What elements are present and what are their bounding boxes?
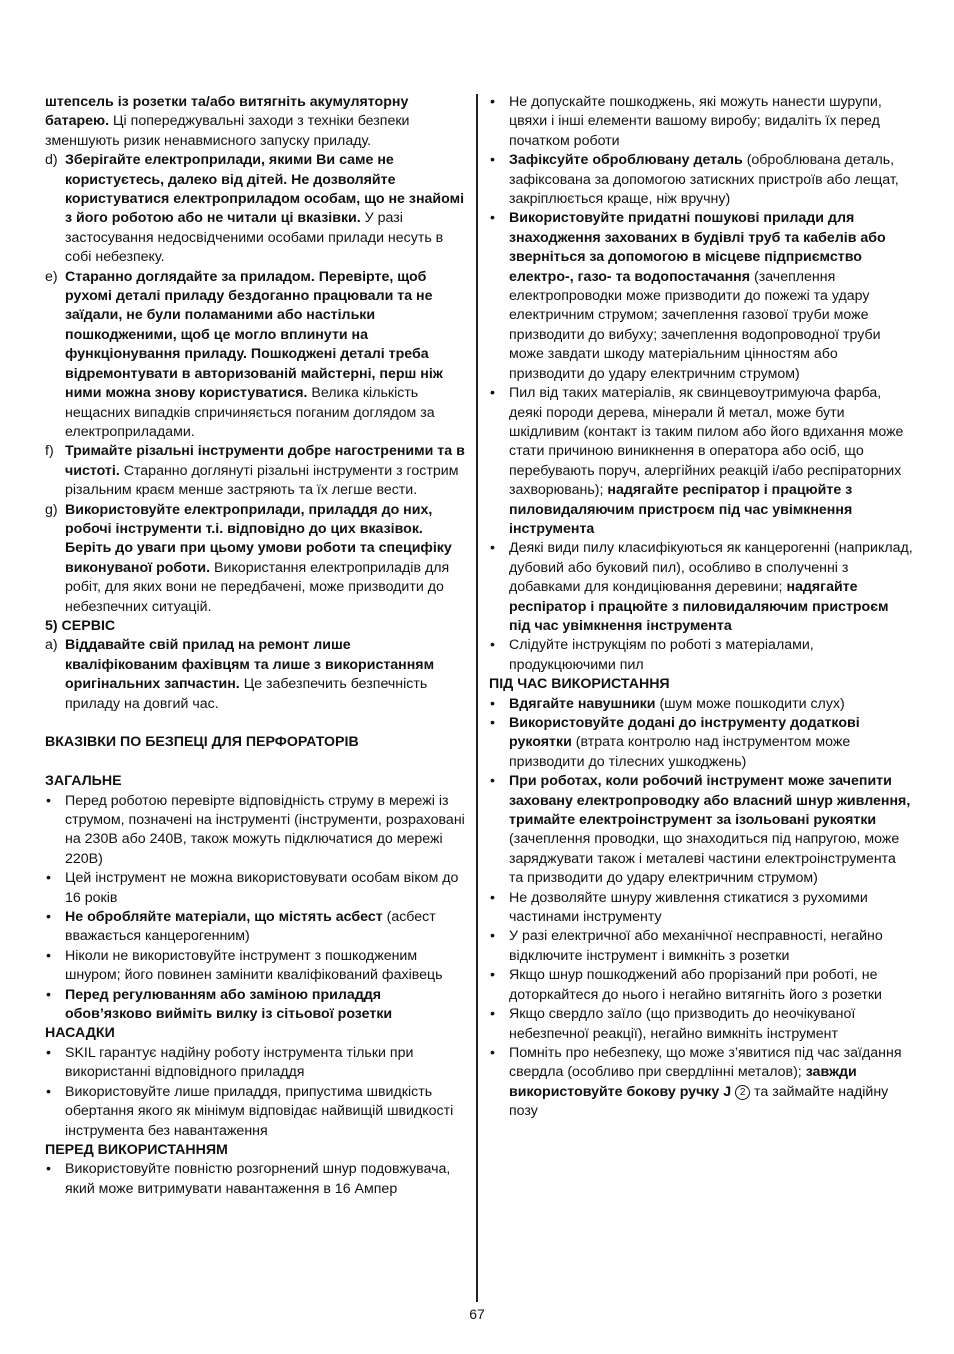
right-bullet-4 bbox=[489, 384, 913, 539]
bullet-text: Помніть про небезпеку, що може з’явитися під час заїдання свердла (особливо при свердлінні металов); bbox=[509, 1044, 902, 1081]
item-bold-text: Віддавайте свій прилад на ремонт лише кваліфікованим фахівцям та лише з використанням оригінальних запчастин. bbox=[65, 637, 435, 693]
spacer bbox=[45, 753, 465, 772]
list-marker: a) bbox=[45, 637, 58, 654]
during-bullet-3 bbox=[489, 772, 913, 888]
bullet-icon: • bbox=[46, 986, 51, 1003]
list-marker: f) bbox=[45, 443, 54, 460]
bullet-text: Не дозволяйте шнуру живлення стикатися з рухомими частинами інструменту bbox=[509, 889, 868, 926]
bullet-text: Не допускайте пошкоджень, які можуть нанести шурупи, цвяхи і інші елементи вашому виробу; видаліть їх перед початком роботи bbox=[509, 94, 882, 149]
bullet-icon: • bbox=[490, 715, 495, 731]
list-marker: e) bbox=[45, 268, 58, 285]
bullet-bold-text: При роботах, коли робочий інструмент може зачепити заховану електропроводку або власний шнур живлення, тримайте електроінструмент за ізольовані рукоятки bbox=[509, 773, 911, 829]
right-bullet-3 bbox=[489, 209, 913, 384]
list-item-g bbox=[45, 501, 465, 617]
bullet-icon: • bbox=[490, 385, 495, 402]
right-bullet-6 bbox=[489, 636, 913, 675]
right-bullet-5 bbox=[489, 539, 913, 636]
item-text: Це забезпечить безпечність приладу на довгий час. bbox=[65, 676, 428, 712]
bullet-text: Ніколи не використовуйте інструмент з пошкодженим шнуром; його повинен замінити кваліфікований фахівець bbox=[65, 947, 443, 984]
intro-paragraph bbox=[45, 93, 465, 151]
bullet-bold-text: Перед регулюванням або заміною приладдя обов’язково вийміть вилку із сітьової розетки bbox=[65, 986, 393, 1023]
during-bullet-1 bbox=[489, 695, 913, 714]
bullet-icon: • bbox=[46, 1044, 51, 1061]
bullet-text: Деякі види пилу класифікуються як канцерогенні (наприклад, дубовий або буковий пил), особливо в сполученні з добавками для кондиціювання деревини; bbox=[509, 540, 913, 596]
page-number: 67 bbox=[469, 1306, 485, 1322]
left-column bbox=[45, 93, 465, 1199]
service-heading: 5) СЕРВІС bbox=[45, 617, 116, 634]
bullet-icon: • bbox=[490, 540, 495, 557]
during-bullet-8 bbox=[489, 1044, 913, 1122]
list-marker: g) bbox=[45, 501, 58, 518]
general-bullet-5 bbox=[45, 986, 465, 1025]
general-bullet-2 bbox=[45, 869, 465, 908]
figure-ref-circle-icon: 2 bbox=[735, 1085, 750, 1100]
intro-text: Ці попереджувальні заходи з техніки безпеки зменшують ризик ненавмисного запуску приладу. bbox=[45, 113, 410, 149]
bullet-bold-text: Використовуйте додані до інструменту додаткові рукоятки bbox=[509, 715, 860, 751]
list-item-a bbox=[45, 636, 465, 714]
right-bullet-1 bbox=[489, 93, 913, 151]
bullet-icon: • bbox=[490, 928, 495, 945]
before-use-heading: ПЕРЕД ВИКОРИСТАННЯМ bbox=[45, 1141, 228, 1158]
right-column bbox=[489, 93, 913, 1122]
general-bullet-3 bbox=[45, 908, 465, 947]
spacer bbox=[45, 714, 465, 733]
bullet-text: Якщо свердло заїло (що призводить до неочікуваної небезпечної реакції), негайно вимкніть інструмент bbox=[509, 1006, 856, 1042]
general-bullet-4 bbox=[45, 947, 465, 986]
bullet-bold-text: надягайте респіратор і працюйте з пиловидаляючим пристроєм під час увімкнення інструмента bbox=[509, 579, 889, 634]
intro-bold-text: штепсель із розетки та/або витягніть акумуляторну батарею. bbox=[45, 94, 409, 130]
bullet-icon: • bbox=[490, 695, 495, 712]
bullet-icon: • bbox=[490, 889, 495, 906]
during-bullet-4 bbox=[489, 889, 913, 928]
bullet-text: (шум може пошкодити слух) bbox=[655, 695, 845, 712]
bullet-bold-text: Використовуйте придатні пошукові прилади для знаходження захованих в будівлі труб та кабелів або зверніться за допомогою в місцеве підприємство електро-, газо- та водопостачання bbox=[509, 210, 886, 285]
bullet-icon: • bbox=[490, 152, 495, 169]
list-item-f bbox=[45, 442, 465, 500]
during-bullet-2 bbox=[489, 714, 913, 772]
bullet-text: Перед роботою перевірте відповідність струму в мережі із струмом, позначені на інструменті (інструменти, розраховані на 230В або 240В, також можуть підключатися до мережі 220В) bbox=[65, 792, 465, 867]
bullet-icon: • bbox=[490, 637, 495, 654]
bullet-bold-text: завжди використовуйте бокову ручку J bbox=[509, 1064, 857, 1100]
bullet-text: SKIL гарантує надійну роботу інструмента тільки при використанні відповідного приладдя bbox=[65, 1044, 414, 1081]
item-text: Старанно доглянуті різальні інструменти з гострим різальним краєм менше застряють та їх легше вести. bbox=[65, 462, 459, 499]
bullet-text: (зачеплення проводки, що знаходиться під напругою, може заряджувати також і металеві частини електроінструмента та призводити до удару електричним струмом) bbox=[509, 831, 900, 887]
item-bold-text: Тримайте різальні інструменти добре нагостреними та в чистоті. bbox=[65, 443, 465, 479]
general-bullet-1 bbox=[45, 792, 465, 870]
bullet-tail-text: та займайте надійну позу bbox=[509, 1083, 889, 1120]
attachments-heading: НАСАДКИ bbox=[45, 1025, 115, 1042]
bullet-text: Використовуйте лише приладдя, припустима швидкість обертання якого як мінімум відповідає найвищій швидкості інструмента без навантаження bbox=[65, 1083, 454, 1139]
bullet-icon: • bbox=[46, 909, 51, 926]
during-bullet-7 bbox=[489, 1005, 913, 1044]
item-bold-text: Старанно доглядайте за приладом. Перевірте, щоб рухомі деталі приладу бездоганно працювали та не заїдали, не були поламаними або настільки пошкодженими, щоб це могло вплинути на функціонування приладу. Пошкоджені деталі треба відремонтувати в авторизованій майстерні, перш ніж ними можна знову користуватися. bbox=[65, 268, 443, 402]
bullet-icon: • bbox=[490, 773, 495, 790]
bullet-text: (асбест вважається канцерогенним) bbox=[65, 909, 436, 945]
bullet-text: (втрата контролю над інструментом може призводити до тілесних ушкоджень) bbox=[509, 734, 851, 770]
list-item-e bbox=[45, 268, 465, 443]
right-bullet-2 bbox=[489, 151, 913, 209]
bullet-icon: • bbox=[490, 967, 495, 984]
item-text: Велика кількість нещасних випадків спричиняється поганим доглядом за електроприладами. bbox=[65, 385, 435, 440]
bullet-icon: • bbox=[46, 1161, 51, 1178]
item-bold-text: Зберігайте електроприлади, якими Ви саме не користуєтесь, далеко від дітей. Не дозволяйте користуватися електроприладом особам, що не знайомі з його роботою або не читали ці вказівки. bbox=[65, 152, 465, 227]
bullet-bold-text: Зафіксуйте оброблювану деталь bbox=[509, 152, 743, 169]
column-divider bbox=[476, 94, 478, 1302]
item-text: У разі застосування недосвідченими особами прилади несуть в собі небезпеку. bbox=[65, 210, 444, 266]
attachments-bullet-2 bbox=[45, 1083, 465, 1141]
item-bold-text: Використовуйте електроприлади, приладдя до них, робочі інструменти т.і. відповідно до цих вказівок. Беріть до уваги при цьому умови роботи та специфіку виконуваної роботи. bbox=[65, 501, 452, 576]
before-use-bullet-1 bbox=[45, 1160, 465, 1199]
bullet-icon: • bbox=[46, 792, 51, 809]
bullet-text: Використовуйте повністю розгорнений шнур подовжувача, який може витримувати навантаження в 16 Ампер bbox=[65, 1161, 451, 1197]
bullet-bold-text: надягайте респіратор і працюйте з пиловидаляючим пристроєм під час увімкнення інструмента bbox=[509, 482, 853, 537]
during-bullet-6 bbox=[489, 966, 913, 1005]
general-heading: ЗАГАЛЬНЕ bbox=[45, 773, 122, 790]
bullet-text: Слідуйте інструкціям по роботі з матеріалами, продукцюючими пил bbox=[509, 637, 814, 673]
attachments-bullet-1 bbox=[45, 1044, 465, 1083]
bullet-text: Якщо шнур пошкоджений або прорізаний при роботі, не доторкайтеся до нього і негайно витягніть його з розетки bbox=[509, 967, 882, 1003]
bullet-text: (зачеплення електропроводки може призводити до пожежі та удару електричним струмом; зачеплення газової труби може призводити до вибуху; зачеплення водопроводної труби може завдати шкоду матеріальним цінностям або призводити до удару електричним струмом) bbox=[509, 268, 881, 382]
bullet-icon: • bbox=[490, 1044, 495, 1061]
bullet-text: У разі електричної або механічної несправності, негайно відключите інструмент і вимкніть з розетки bbox=[509, 928, 883, 964]
bullet-bold-text: Вдягайте навушники bbox=[509, 695, 656, 712]
bullet-text: Цей інструмент не можна використовувати особам віком до 16 років bbox=[65, 870, 459, 906]
list-item-d bbox=[45, 151, 465, 267]
bullet-icon: • bbox=[490, 94, 495, 110]
item-text: Використання електроприладів для робіт, для яких вони не передбачені, може призводити до небезпечних ситуацій. bbox=[65, 559, 450, 615]
bullet-icon: • bbox=[46, 870, 51, 887]
bullet-icon: • bbox=[490, 210, 495, 227]
bullet-text: (оброблювана деталь, зафіксована за допомогою затискних пристроїв або лещат, закріплюється краще, ніж вручну) bbox=[509, 152, 899, 208]
during-bullet-5 bbox=[489, 927, 913, 966]
list-marker: d) bbox=[45, 152, 58, 169]
bullet-icon: • bbox=[490, 1006, 495, 1023]
bullet-bold-text: Не обробляйте матеріали, що містять асбест bbox=[65, 909, 383, 926]
bullet-icon: • bbox=[46, 947, 51, 964]
safety-heading: ВКАЗІВКИ ПО БЕЗПЕЦІ ДЛЯ ПЕРФОРАТОРІВ bbox=[45, 734, 359, 751]
bullet-icon: • bbox=[46, 1083, 51, 1100]
bullet-text: Пил від таких матеріалів, як свинцевоутримуюча фарба, деякі породи дерева, мінерали й метал, може бути шкідливим (контакт із таким пилом або його вдихання може стати причиною виникнення в оператора або осіб, що перебувають поруч, алергійних реакцій і/або респіраторних захворювань); bbox=[509, 385, 904, 499]
during-use-heading: ПІД ЧАС ВИКОРИСТАННЯ bbox=[489, 676, 670, 693]
